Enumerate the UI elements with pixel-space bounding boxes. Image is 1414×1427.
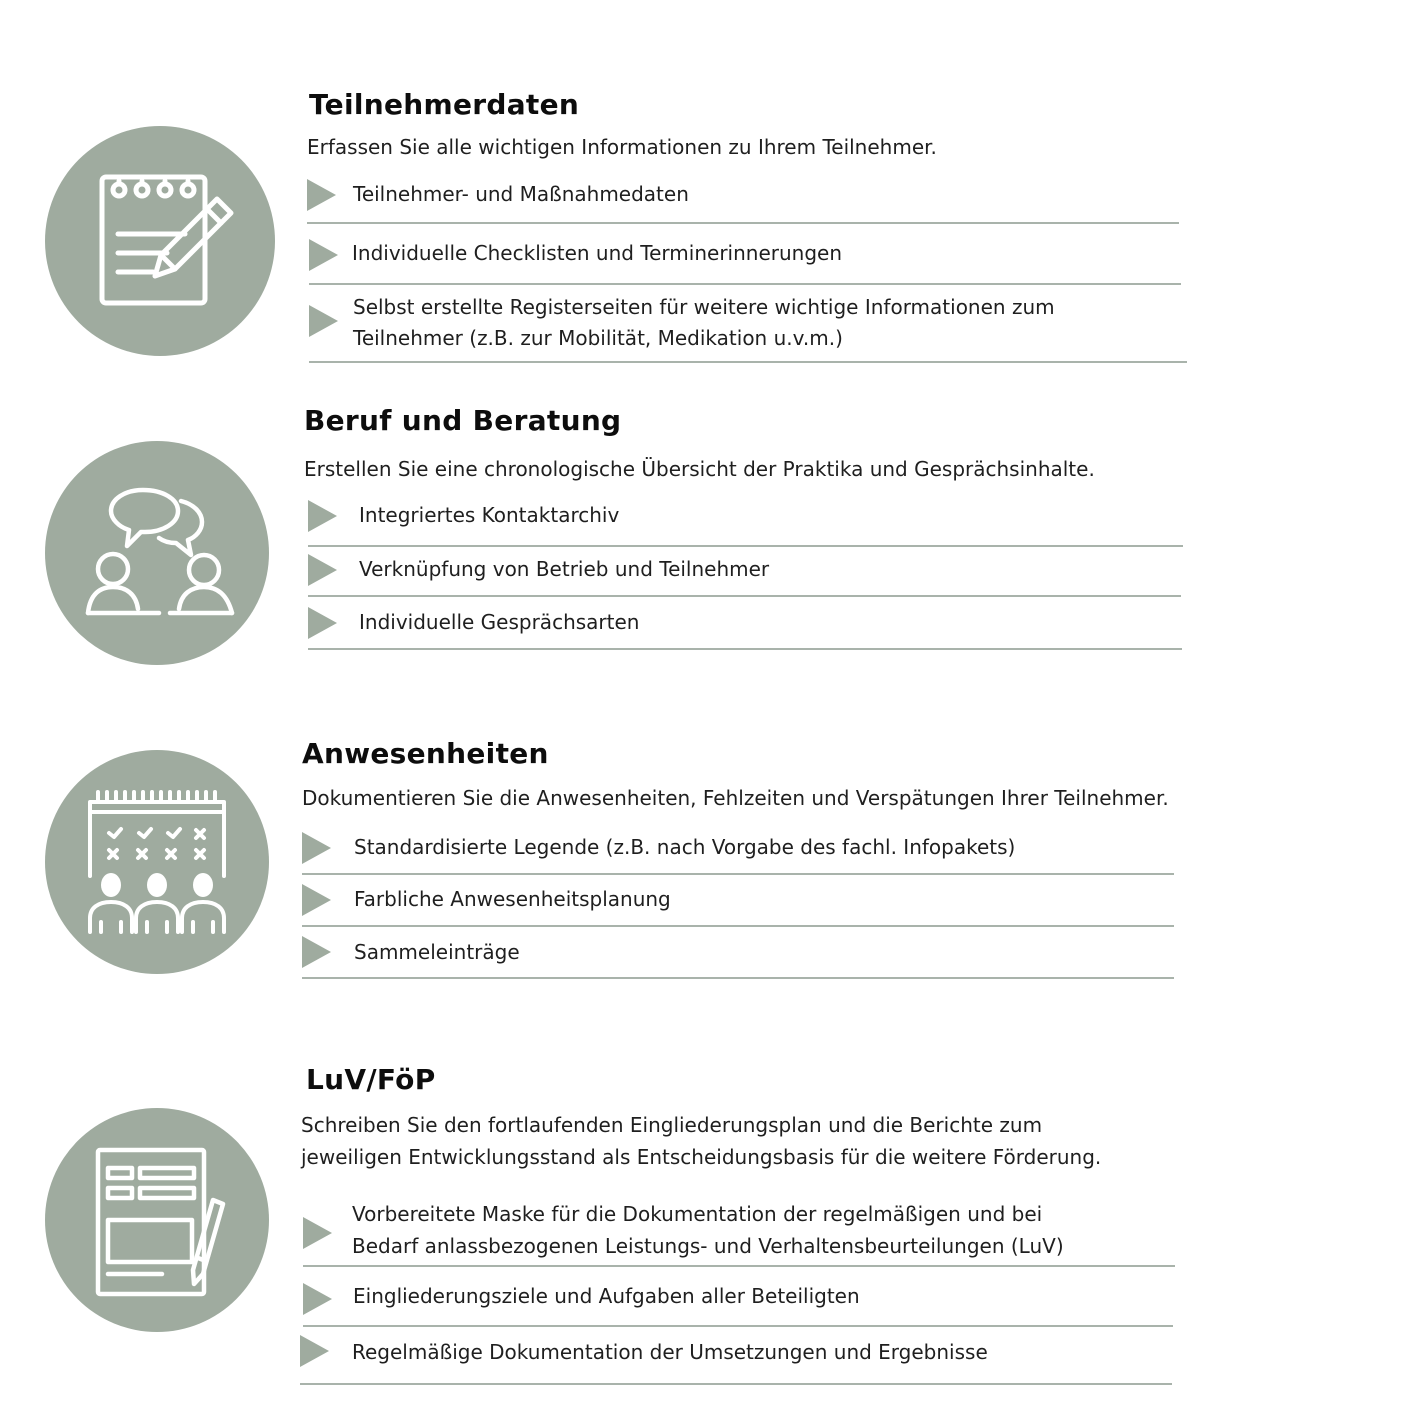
section-4-list-item: Regelmäßige Dokumentation der Umsetzungen und Ergebnisse [300, 1335, 1172, 1385]
bullet-triangle-icon [308, 500, 337, 532]
bullet-triangle-icon [303, 1283, 332, 1315]
section-1-intro: Erfassen Sie alle wichtigen Informationen zu Ihrem Teilnehmer. [307, 135, 937, 159]
section-3-icon-circle [45, 750, 269, 974]
section-4-list-item: Vorbereitete Maske für die Dokumentation der regelmäßigen und bei Bedarf anlassbezogenen Leistungs- und Verhaltensbeurteilungen (LuV) [303, 1199, 1175, 1267]
section-1-list-item: Individuelle Checklisten und Terminerinnerungen [309, 233, 1181, 285]
bullet-triangle-icon [302, 936, 331, 968]
section-3-list-item: Standardisierte Legende (z.B. nach Vorgabe des fachl. Infopakets) [302, 828, 1174, 875]
section-1-list-item: Selbst erstellte Registerseiten für weitere wichtige Informationen zum Teilnehmer (z.B. zur Mobilität, Medikation u.v.m.) [309, 292, 1187, 363]
section-4-icon-circle [45, 1108, 269, 1332]
bullet-triangle-icon [302, 832, 331, 864]
bullet-triangle-icon [309, 305, 338, 337]
section-3-list-item: Farbliche Anwesenheitsplanung [302, 880, 1174, 927]
section-4-list-item: Eingliederungsziele und Aufgaben aller Beteiligten [303, 1280, 1173, 1327]
bullet-triangle-icon [309, 239, 338, 271]
bullet-triangle-icon [300, 1335, 329, 1367]
section-2-list-item: Verknüpfung von Betrieb und Teilnehmer [308, 551, 1181, 597]
section-3-list-item: Sammeleinträge [302, 932, 1174, 979]
section-2-intro: Erstellen Sie eine chronologische Übersicht der Praktika und Gesprächsinhalte. [304, 457, 1095, 481]
calendar-attendance-icon [45, 750, 269, 974]
section-3-title: Anwesenheiten [302, 737, 549, 770]
section-2-list-item: Individuelle Gesprächsarten [308, 604, 1182, 650]
form-pen-icon [45, 1108, 269, 1332]
bullet-triangle-icon [302, 884, 331, 916]
bullet-triangle-icon [308, 554, 337, 586]
notepad-pencil-icon [45, 126, 275, 356]
section-4-intro-line-2: jeweiligen Entwicklungsstand als Entscheidungsbasis für die weitere Förderung. [301, 1145, 1102, 1169]
bullet-triangle-icon [308, 607, 337, 639]
section-2-list-item: Integriertes Kontaktarchiv [308, 497, 1183, 547]
section-4-intro-line-1: Schreiben Sie den fortlaufenden Eingliederungsplan und die Berichte zum [301, 1113, 1043, 1137]
section-2-icon-circle [45, 441, 269, 665]
section-2-title: Beruf und Beratung [304, 404, 622, 437]
section-4-title: LuV/FöP [306, 1063, 436, 1096]
conversation-people-icon [45, 441, 269, 665]
bullet-triangle-icon [303, 1217, 332, 1249]
section-1-icon-circle [45, 126, 275, 356]
section-1-list-item: Teilnehmer- und Maßnahmedaten [307, 174, 1179, 224]
bullet-triangle-icon [307, 179, 336, 211]
section-3-intro: Dokumentieren Sie die Anwesenheiten, Fehlzeiten und Verspätungen Ihrer Teilnehmer. [302, 786, 1169, 810]
section-1-title: Teilnehmerdaten [309, 88, 580, 121]
